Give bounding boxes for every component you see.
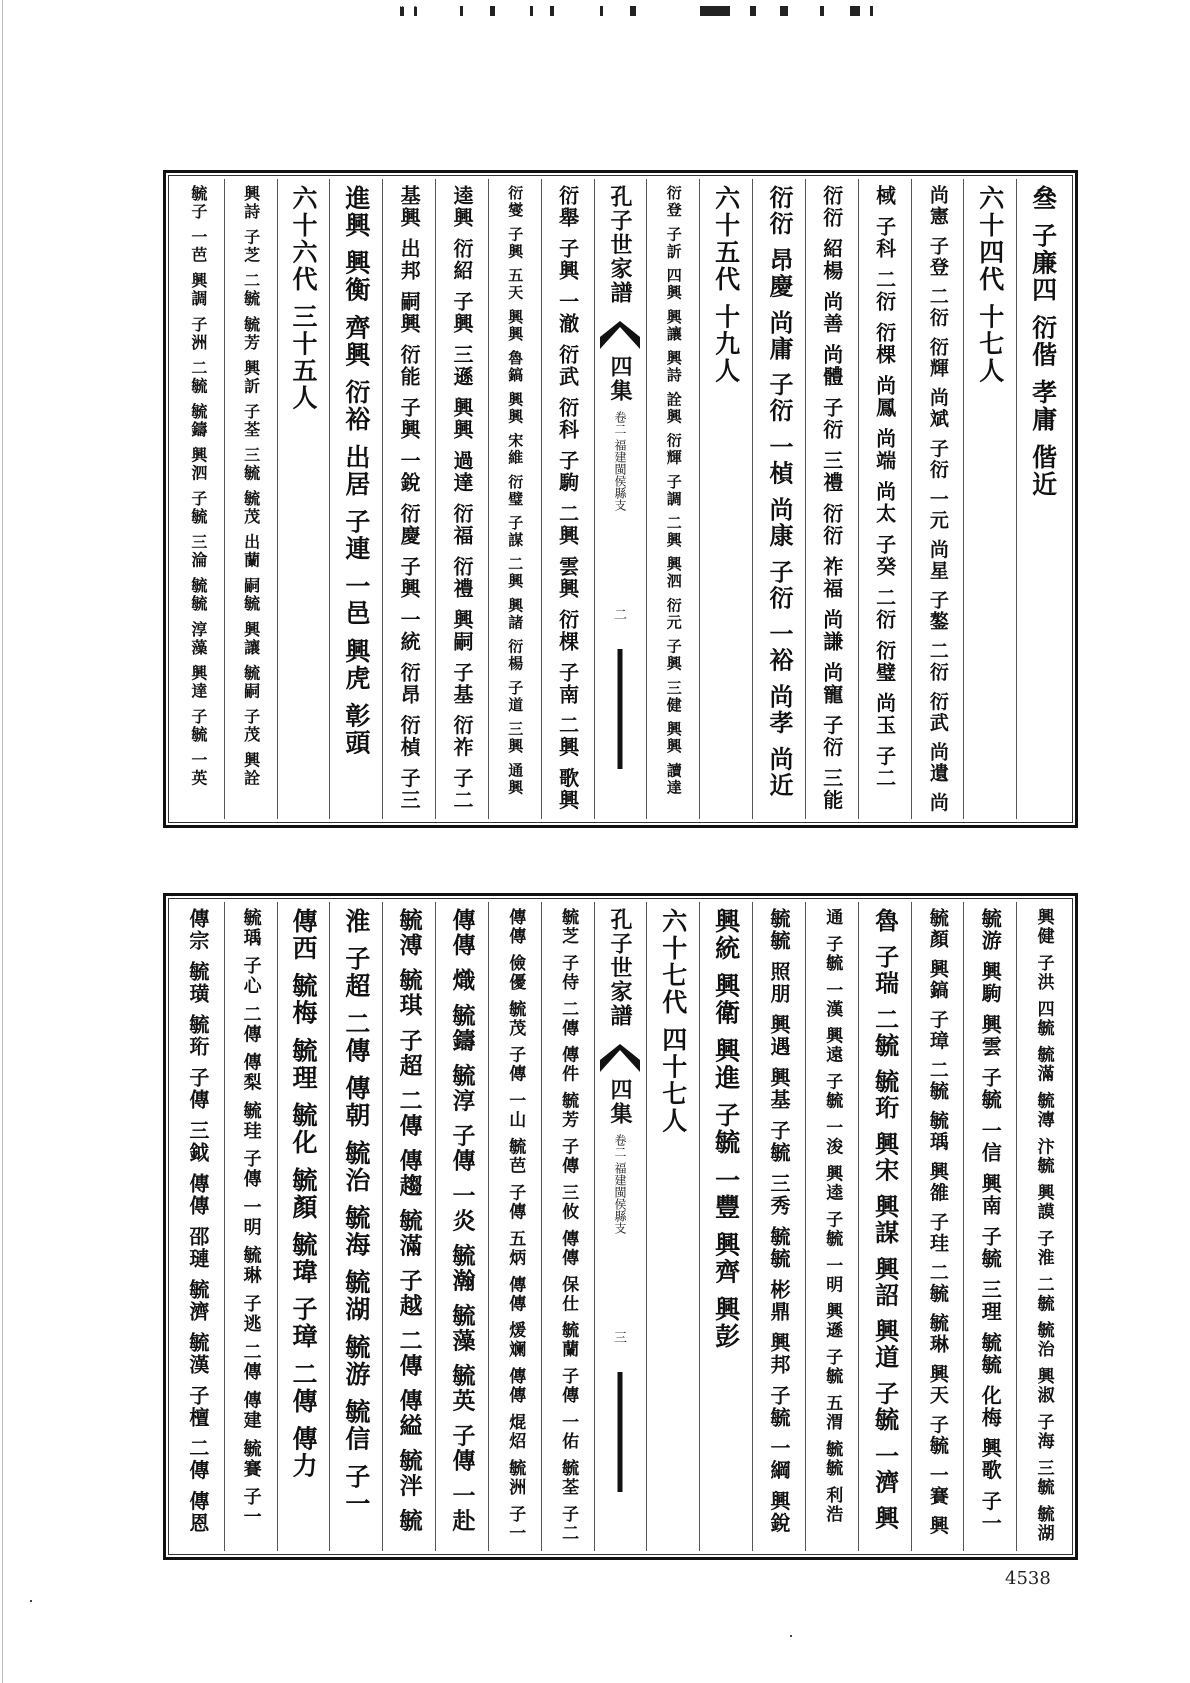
genealogy-column [541,179,594,819]
genealogy-entry-text: 毓子 一芭 興調 子洲 二毓 毓鑄 興泗 子毓 三淪 毓毓 淳藻 興達 子毓 一英 [188,185,208,788]
genealogy-column [329,902,382,1551]
genealogy-column [224,902,277,1551]
genealogy-entry-text: 毓毓 照朋 興遇 興基 子毓 三秀 毓毓 彬鼎 興邦 子毓 一綱 興銳 [766,908,791,1535]
top-fragment-text: ll ..ll. ll.. .l. ..l.l [400,0,459,9]
genealogy-column [858,179,911,819]
genealogy-entry-text: 興健 子洪 四毓 毓滿 毓漙 汴毓 興謨 子淮 二毓 毓治 興淑 子海 三毓 毓湖 [1033,908,1054,1543]
genealogy-column [224,179,277,819]
genealogy-column [435,179,488,819]
genealogy-column [172,902,224,1551]
genealogy-column [329,179,382,819]
genealogy-entry-text: 毓溥 毓琪 子超 二傳 傳趨 毓滿 子越 二傳 傳縊 毓泮 毓 [395,908,423,1534]
chapter-subtitle: 卷二 福建閩侯縣支 [612,1134,627,1234]
genealogy-entry-text: 進興 興衡 齊興 衍裕 出居 子連 一邑 興虎 彰頭 [341,185,371,757]
genealogy-entry-text: 毓游 興駒 興雲 子毓 一信 興南 子毓 三理 毓毓 化梅 興歌 子一 [978,908,1003,1535]
scan-edge-line [2,0,3,1683]
genealogy-entry-text: 傳西 毓梅 毓理 毓化 毓顏 毓瑋 子璋 二傳 傳力 [288,908,318,1480]
genealogy-entry-text: 叄 子廉四 衍偕 孝庸 偕近 [1028,185,1058,498]
volume-label: 四集 [606,1078,633,1126]
genealogy-column [382,902,435,1551]
fishtail-chevron-icon [600,321,640,349]
genealogy-column [963,179,1016,819]
genealogy-entry-text: 衍衍 昂慶 尚庸 子衍 一楨 尚康 子衍 一裕 尚孝 尚近 [764,185,794,799]
book-title: 孔子世家譜 [606,908,633,1028]
genealogy-column [963,902,1016,1551]
fishtail-bar [618,649,623,769]
scan-speck [30,1600,32,1602]
genealogy-column [488,179,541,819]
leaf-number: 三 [613,1331,627,1346]
center-title-column [594,902,647,1551]
genealogy-column [541,902,594,1551]
genealogy-entry-text: 毓瑀 子心 二傳 傳梨 毓珪 子傳 一明 毓琳 子逃 二傳 傳建 毓賽 子一 [240,908,262,1528]
genealogy-entry-text: 六十五代 十九人 [711,185,741,385]
genealogy-column [911,179,964,819]
genealogy-column [488,902,541,1551]
genealogy-column [277,179,330,819]
genealogy-entry-text: 六十四代 十七人 [975,185,1005,385]
upper-genealogy-page [163,170,1078,828]
genealogy-column [172,179,224,819]
genealogy-entry-text: 興統 興衛 興進 子毓 一豐 興齊 興彭 [711,908,741,1351]
volume-label: 四集 [606,355,633,403]
genealogy-entry-text: 衍燮 子興 五天 興興 魯鎬 興興 宋維 衍璧 子謀 二興 興諸 衍楊 子道 三興 通興 [506,185,525,797]
upper-columns [172,179,1069,819]
genealogy-entry-text: 傳宗 毓璜 毓珩 子傳 三鉞 傳傳 邵璉 毓濟 毓漢 子檀 二傳 傳恩 [185,908,210,1535]
genealogy-column [752,179,805,819]
fishtail-chevron-icon [600,1044,640,1072]
genealogy-column [805,179,858,819]
genealogy-entry-text: 傳傳 儉優 毓茂 子傳 一山 毓芭 子傳 五炳 傳傳 煖斓 傳傳 焜炤 毓洲 子一 [505,908,526,1543]
genealogy-entry-text: 逵興 衍紹 子興 三遜 興興 過達 衍福 衍禮 興嗣 子基 衍祚 子二 [449,185,474,812]
center-title-column [594,179,647,819]
genealogy-entry-text: 六十六代 三十五人 [288,185,318,412]
genealogy-column [699,179,752,819]
genealogy-column [1016,902,1069,1551]
genealogy-column [435,902,488,1551]
genealogy-column [752,902,805,1551]
genealogy-column [277,902,330,1551]
scan-speck [790,1635,792,1637]
genealogy-column [858,902,911,1551]
genealogy-column [911,902,964,1551]
book-title: 孔子世家譜 [606,185,633,305]
genealogy-entry-text: 魯 子瑞 二毓 毓珩 興宋 興謀 興詔 興道 子毓 一濟 興 [870,908,900,1532]
genealogy-entry-text: 六十七代 四十七人 [658,908,688,1135]
genealogy-entry-text: 尚憲 子登 二衍 衍輝 尚斌 子衍 一元 尚星 子鏊 二衍 衍武 尚遺 尚 [926,185,949,814]
page-number: 4538 [1005,1568,1051,1589]
genealogy-column [699,902,752,1551]
genealogy-entry-text: 基興 出邦 嗣興 衍能 子興 一銳 衍慶 子興 一統 衍昂 衍楨 子三 [397,185,422,812]
genealogy-entry-text: 淮 子超 二傳 傳朝 毓治 毓海 毓湖 毓游 毓信 子一 [341,908,371,1518]
genealogy-entry-text: 通 子毓 一漢 興遠 子毓 一浚 興逵 子毓 一明 興遜 子毓 五渭 毓毓 利浩 [822,908,843,1524]
genealogy-entry-text: 衍登 子訢 四興 興讓 興詩 詮興 衍輝 子調 二興 興泗 衍元 子興 三健 興興 讀達 [664,185,683,797]
genealogy-entry-text: 傳傳 熾 毓鑄 毓淳 子傳 一炎 毓瀚 毓藻 毓英 子傳 一赴 [448,908,476,1534]
genealogy-column [646,179,699,819]
genealogy-column [382,179,435,819]
genealogy-entry-text: 棫 子科 二衍 衍棵 尚鳳 尚端 尚太 子癸 二衍 衍璧 尚玉 子二 [872,185,897,790]
genealogy-column [805,902,858,1551]
genealogy-entry-text: 衍衍 紹楊 尚善 尚體 子衍 三禮 衍衍 祚福 尚謙 尚寵 子衍 三能 [819,185,844,812]
top-scan-fragment [400,6,920,18]
genealogy-entry-text: 毓芝 子侍 二傳 傳件 毓芳 子傳 三攸 傳傳 保仕 毓蘭 子傳 一佑 毓荃 子二 [558,908,579,1543]
genealogy-entry-text: 衍舉 子興 一澈 衍武 衍科 子駒 二興 雲興 衍棵 子南 二興 歌興 [555,185,580,812]
leaf-number: 二 [613,608,627,623]
lower-genealogy-page [163,893,1078,1560]
genealogy-column [1016,179,1069,819]
genealogy-entry-text: 毓顏 興鎬 子璋 二毓 毓瑀 興雒 子珪 二毓 毓琳 興天 子毓 一賽 興 [926,908,949,1537]
chapter-subtitle: 卷二 福建閩侯縣支 [612,411,627,511]
genealogy-entry-text: 興詩 子芝 二毓 毓芳 興訢 子荃 三毓 毓茂 出蘭 嗣毓 興讓 毓嗣 子茂 興詮 [241,185,261,788]
genealogy-column [646,902,699,1551]
lower-columns [172,902,1069,1551]
fishtail-bar [618,1372,623,1492]
